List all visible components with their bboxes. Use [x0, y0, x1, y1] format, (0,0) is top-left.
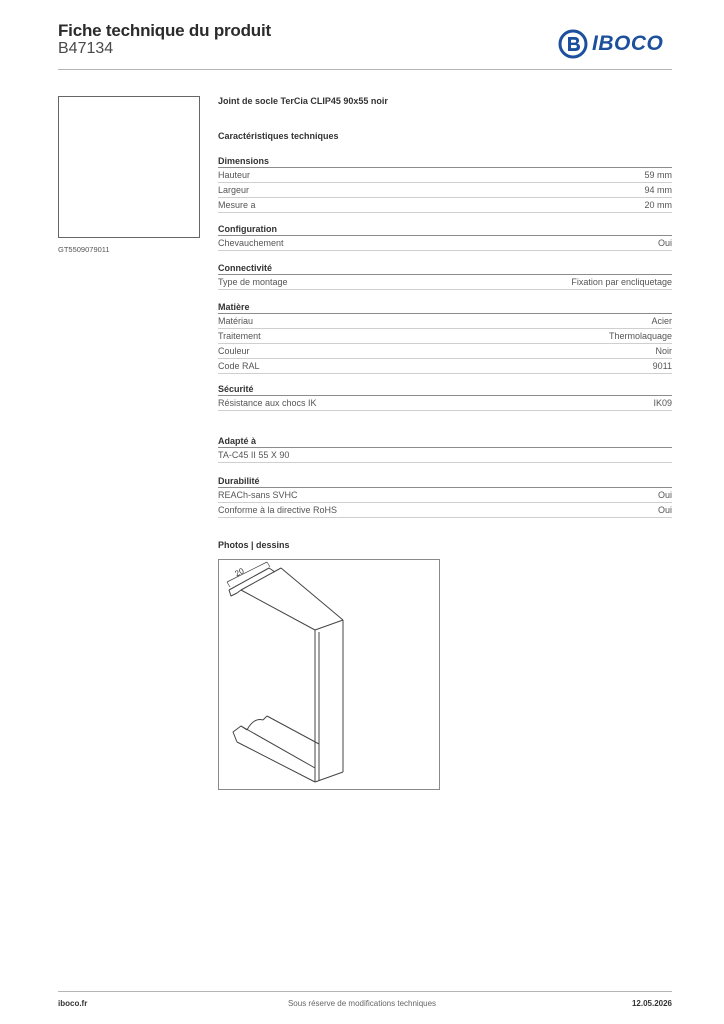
page-title: Fiche technique du produit — [58, 21, 271, 40]
spec-label: Matériau — [218, 316, 254, 326]
brand-logo-text: IBOCO — [592, 32, 664, 55]
dimension-label: 20 — [233, 566, 246, 579]
spec-row — [218, 198, 672, 213]
spec-value: Thermolaquage — [608, 331, 672, 341]
tech-specs-title: Caractéristiques techniques — [218, 131, 339, 141]
spec-value: Oui — [657, 490, 672, 500]
spec-row — [218, 448, 672, 463]
header-divider — [58, 69, 672, 70]
spec-value: 59 mm — [644, 170, 672, 180]
spec-value: Fixation par encliquetage — [571, 277, 672, 287]
section-securite — [218, 383, 672, 411]
product-name: Joint de socle TerCia CLIP45 90x55 noir — [218, 96, 388, 106]
product-ean: GT5509079011 — [58, 245, 110, 254]
spec-row — [218, 275, 672, 290]
brand-logo — [558, 28, 663, 60]
spec-label: Type de montage — [218, 277, 288, 287]
spec-value: Oui — [657, 238, 672, 248]
spec-label: Couleur — [218, 346, 250, 356]
spec-label: TA-C45 II 55 X 90 — [218, 450, 290, 460]
footer-site-link[interactable]: iboco.fr — [58, 999, 88, 1008]
section-dimensions — [218, 155, 672, 213]
spec-label: Résistance aux chocs IK — [218, 398, 317, 408]
footer-divider — [58, 991, 672, 992]
spec-value: 9011 — [652, 361, 672, 371]
clip-profile-drawing — [219, 560, 439, 789]
spec-row — [218, 329, 672, 344]
spec-row — [218, 314, 672, 329]
technical-drawing — [218, 559, 440, 790]
spec-row — [218, 359, 672, 374]
spec-row — [218, 183, 672, 198]
section-photos — [218, 539, 672, 551]
spec-label: Mesure a — [218, 200, 256, 210]
spec-label: REACh-sans SVHC — [218, 490, 298, 500]
section-title: Durabilité — [218, 475, 672, 488]
spec-label: Code RAL — [218, 361, 260, 371]
section-matiere — [218, 301, 672, 374]
spec-label: Conforme à la directive RoHS — [218, 505, 338, 515]
footer-date: 12.05.2026 — [631, 999, 672, 1008]
section-durabilite — [218, 475, 672, 518]
product-code: B47134 — [58, 40, 114, 57]
section-title: Configuration — [218, 223, 672, 236]
section-title: Matière — [218, 301, 672, 314]
spec-label: Largeur — [218, 185, 250, 195]
spec-label: Hauteur — [218, 170, 251, 180]
spec-value: Acier — [651, 316, 672, 326]
spec-row — [218, 344, 672, 359]
section-configuration — [218, 223, 672, 251]
section-title: Adapté à — [218, 435, 672, 448]
spec-row — [218, 488, 672, 503]
spec-label: Chevauchement — [218, 238, 284, 248]
spec-value: Noir — [655, 346, 672, 356]
section-adapte — [218, 435, 672, 463]
spec-value: 94 mm — [644, 185, 672, 195]
product-photo-placeholder — [58, 96, 200, 238]
section-title: Sécurité — [218, 383, 672, 396]
spec-value: Oui — [657, 505, 672, 515]
footer-note: Sous réserve de modifications techniques — [287, 999, 437, 1008]
section-connectivite — [218, 262, 672, 290]
spec-label: Traitement — [218, 331, 261, 341]
spec-value: 20 mm — [644, 200, 672, 210]
section-title: Connectivité — [218, 262, 672, 275]
spec-row — [218, 236, 672, 251]
spec-row — [218, 396, 672, 411]
spec-row — [218, 503, 672, 518]
spec-row — [218, 168, 672, 183]
spec-value: IK09 — [653, 398, 672, 408]
section-title: Photos | dessins — [218, 540, 290, 550]
section-title: Dimensions — [218, 155, 672, 168]
brand-logo-mark-icon — [558, 29, 588, 59]
